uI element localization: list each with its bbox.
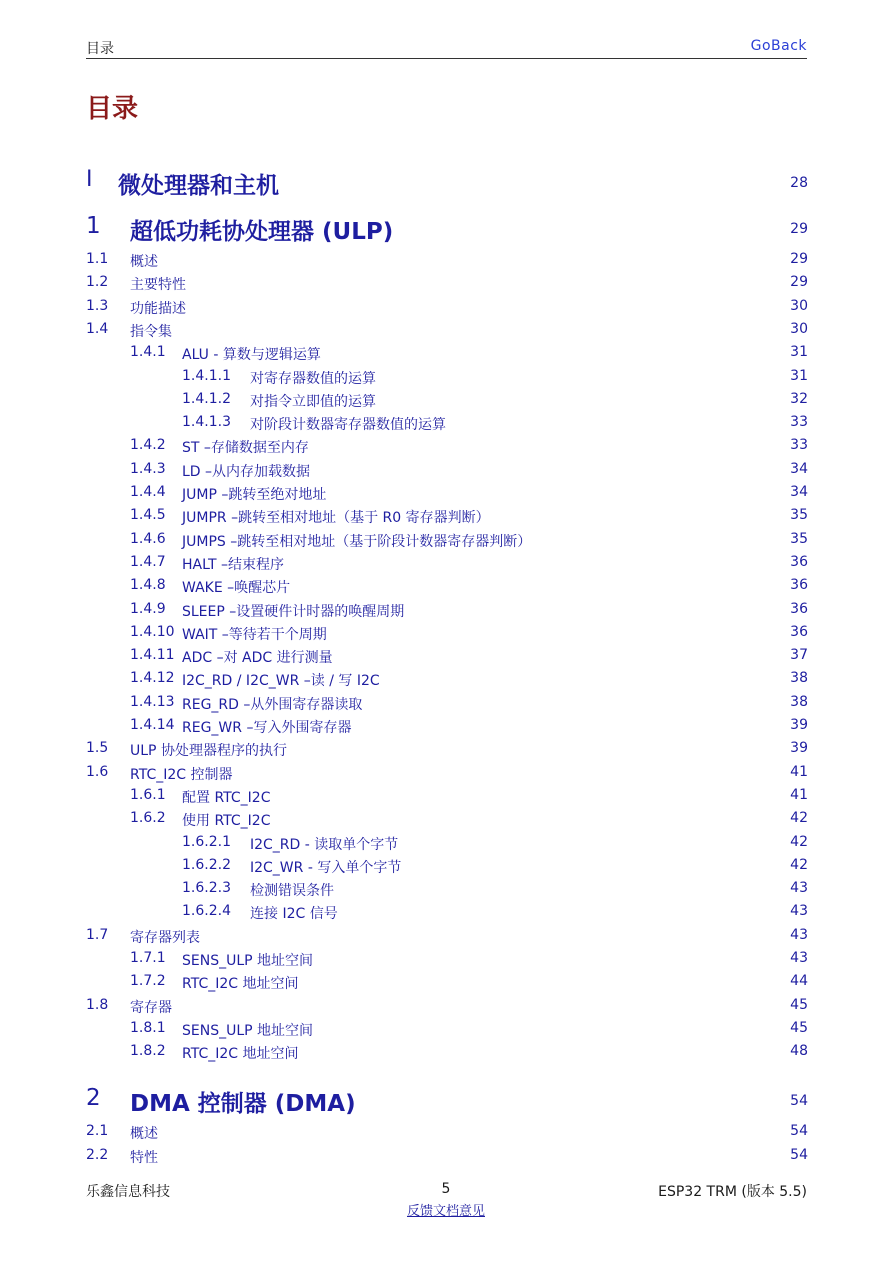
toc-entry-number: 2 <box>86 1085 101 1112</box>
toc-entry-number: 1.7.1 <box>130 950 166 966</box>
toc-entry-number: 2.2 <box>86 1146 109 1163</box>
toc-entry-number: 1.6.2.3 <box>182 880 231 897</box>
toc-entry-page[interactable]: 38 <box>790 670 808 687</box>
toc-entry-number: 2.1 <box>86 1123 109 1140</box>
toc-entry-page[interactable]: 38 <box>790 693 808 710</box>
toc-entry-number: 1.4.2 <box>130 437 166 454</box>
toc-entry-title[interactable]: ALU - 算数与逻辑运算 <box>182 347 321 364</box>
toc-entry-title[interactable]: ADC –对 ADC 进行测量 <box>182 650 333 667</box>
toc-entry-page[interactable]: 42 <box>790 810 808 827</box>
toc-entry-number: 1.4.12 <box>130 670 175 687</box>
toc-entry-title[interactable]: RTC_I2C 地址空间 <box>182 976 299 993</box>
toc-entry-page[interactable]: 48 <box>790 1043 808 1060</box>
toc-entry-page[interactable]: 41 <box>790 786 808 803</box>
toc-entry-number: 1 <box>86 213 101 239</box>
toc-entry-title[interactable]: RTC_I2C 地址空间 <box>182 1046 299 1063</box>
toc-entry-page[interactable]: 30 <box>790 297 808 314</box>
toc-entry-title[interactable]: LD –从内存加载数据 <box>182 463 311 480</box>
toc-entry-page[interactable]: 43 <box>790 880 808 897</box>
toc-entry-title[interactable]: WAIT –等待若干个周期 <box>182 626 327 643</box>
toc-entry-title[interactable]: JUMPS –跳转至相对地址（基于阶段计数器寄存器判断） <box>182 533 532 550</box>
toc-entry-page[interactable]: 30 <box>790 320 808 337</box>
toc-entry-number: 1.6.2.1 <box>182 833 231 850</box>
toc-entry-title[interactable]: WAKE –唤醒芯片 <box>182 580 291 597</box>
toc-entry-page[interactable]: 35 <box>790 530 808 547</box>
toc-entry-number: 1.4.5 <box>130 507 166 524</box>
toc-entry-page[interactable]: 42 <box>790 833 808 850</box>
toc-entry-title[interactable]: 配置 RTC_I2C <box>182 789 271 806</box>
toc-entry-title[interactable]: 寄存器 <box>130 999 172 1016</box>
toc-entry-number: 1.4.9 <box>130 600 166 617</box>
toc-entry-page[interactable]: 32 <box>790 390 808 407</box>
toc-entry-title[interactable]: JUMP –跳转至绝对地址 <box>182 487 327 503</box>
toc-entry-number: 1.2 <box>86 274 109 291</box>
toc-entry-page[interactable]: 45 <box>790 996 808 1013</box>
toc-entry-number: 1.7.2 <box>130 973 166 990</box>
toc-entry-title[interactable]: ULP 协处理器程序的执行 <box>130 743 287 760</box>
toc-entry-number: 1.4.7 <box>130 553 166 570</box>
toc-entry-number: 1.7 <box>86 926 109 943</box>
toc-entry-title[interactable]: REG_WR –写入外围寄存器 <box>182 720 352 736</box>
toc-entry-title[interactable]: 连接 I2C 信号 <box>250 906 338 923</box>
toc-entry-title[interactable]: 微处理器和主机 <box>118 172 279 199</box>
toc-entry-page[interactable]: 33 <box>790 437 808 454</box>
toc-entry-page[interactable]: 29 <box>790 221 808 237</box>
toc-entry-number: 1.4.4 <box>130 484 166 500</box>
toc-entry-title[interactable]: SLEEP –设置硬件计时器的唤醒周期 <box>182 603 405 620</box>
toc-entry-number: 1.4.6 <box>130 530 166 547</box>
footer-company: 乐鑫信息科技 <box>86 1184 170 1200</box>
toc-entry-number: 1.3 <box>86 297 109 314</box>
toc-entry-number: 1.4.1 <box>130 344 166 361</box>
toc-entry-page[interactable]: 39 <box>790 740 808 757</box>
toc-entry-page[interactable]: 54 <box>790 1093 808 1110</box>
toc-entry-number: 1.4.1.1 <box>182 367 231 384</box>
toc-entry-title[interactable]: 主要特性 <box>130 277 186 294</box>
toc-entry-title[interactable]: 对寄存器数值的运算 <box>250 370 376 387</box>
toc-entry-page[interactable]: 36 <box>790 577 808 594</box>
toc-entry-title[interactable]: 对指令立即值的运算 <box>250 393 376 410</box>
toc-entry-page[interactable]: 34 <box>790 484 808 500</box>
toc-entry-title[interactable]: DMA 控制器 (DMA) <box>130 1091 356 1118</box>
toc-entry-number: 1.4.11 <box>130 647 175 664</box>
feedback-link[interactable]: 反馈文档意见 <box>406 1204 485 1219</box>
toc-entry-number: 1.6.1 <box>130 786 166 803</box>
toc-entry-title[interactable]: 对阶段计数器寄存器数值的运算 <box>250 417 446 434</box>
toc-entry-title[interactable]: 检测错误条件 <box>250 883 334 900</box>
toc-entry-page[interactable]: 43 <box>790 926 808 943</box>
toc-entry-title[interactable]: I2C_WR - 写入单个字节 <box>250 859 402 876</box>
toc-entry-title[interactable]: 指令集 <box>130 323 172 340</box>
toc-entry-number: 1.8 <box>86 996 109 1013</box>
toc-entry-number: 1.4.14 <box>130 717 175 733</box>
toc-entry-page[interactable]: 54 <box>790 1146 808 1163</box>
toc-entry-page[interactable]: 41 <box>790 763 808 780</box>
toc-entry-number: 1.4.1.2 <box>182 390 231 407</box>
toc-entry-number: 1.1 <box>86 251 109 267</box>
toc-entry-page[interactable]: 45 <box>790 1019 808 1036</box>
toc-entry-title[interactable]: 概述 <box>130 1126 158 1143</box>
toc-entry-page[interactable]: 36 <box>790 600 808 617</box>
toc-entry-page[interactable]: 43 <box>790 950 808 966</box>
toc-entry-number: 1.4.13 <box>130 693 175 710</box>
toc-entry-page[interactable]: 39 <box>790 717 808 733</box>
toc-entry-number: 1.4.8 <box>130 577 166 594</box>
toc-entry-title[interactable]: SENS_ULP 地址空间 <box>182 953 314 969</box>
toc-entry-title[interactable]: 功能描述 <box>130 300 186 317</box>
toc-entry-number: 1.5 <box>86 740 109 757</box>
toc-entry-title[interactable]: I2C_RD / I2C_WR –读 / 写 I2C <box>182 673 380 690</box>
toc-entry-page[interactable]: 29 <box>790 251 808 267</box>
toc-entry-page[interactable]: 43 <box>790 903 808 920</box>
page-title: 目录 <box>86 94 139 124</box>
toc-entry-page[interactable]: 36 <box>790 623 808 640</box>
footer-page-number: 5 <box>441 1181 451 1197</box>
toc-entry-number: 1.4 <box>86 320 109 337</box>
toc-entry-title[interactable]: 概述 <box>130 254 158 270</box>
toc-entry-page[interactable]: 36 <box>790 553 808 570</box>
toc-entry-page[interactable]: 31 <box>790 367 808 384</box>
toc-entry-page[interactable]: 29 <box>790 274 808 291</box>
toc-entry-title[interactable]: 超低功耗协处理器 (ULP) <box>130 219 394 245</box>
toc-entry-title[interactable]: ST –存储数据至内存 <box>182 440 309 457</box>
toc-entry-title[interactable]: SENS_ULP 地址空间 <box>182 1022 314 1039</box>
toc-entry-number: 1.4.10 <box>130 623 175 640</box>
toc-entry-page[interactable]: 28 <box>790 175 808 191</box>
goback-link[interactable]: GoBack <box>750 38 807 54</box>
toc-entry-number: I <box>86 167 93 192</box>
toc-entry-title[interactable]: 特性 <box>130 1149 158 1166</box>
footer-document-version: ESP32 TRM (版本 5.5) <box>658 1184 807 1200</box>
toc-entry-title[interactable]: 使用 RTC_I2C <box>182 813 271 830</box>
toc-entry-number: 1.6.2.4 <box>182 903 231 920</box>
toc-entry-title[interactable]: REG_RD –从外围寄存器读取 <box>182 696 363 713</box>
toc-entry-number: 1.6.2 <box>130 810 166 827</box>
toc-entry-number: 1.6.2.2 <box>182 856 231 873</box>
toc-entry-page[interactable]: 54 <box>790 1123 808 1140</box>
toc-entry-page[interactable]: 35 <box>790 507 808 524</box>
toc-entry-title[interactable]: 寄存器列表 <box>130 929 200 946</box>
toc-entry-number: 1.8.2 <box>130 1043 166 1060</box>
toc-entry-page[interactable]: 44 <box>790 973 808 990</box>
toc-entry-page[interactable]: 33 <box>790 414 808 431</box>
toc-entry-page[interactable]: 34 <box>790 460 808 477</box>
toc-entry-title[interactable]: I2C_RD - 读取单个字节 <box>250 836 399 853</box>
toc-entry-title[interactable]: RTC_I2C 控制器 <box>130 766 233 783</box>
toc-entry-title[interactable]: HALT –结束程序 <box>182 556 284 573</box>
header-section-title: 目录 <box>86 41 114 57</box>
toc-entry-number: 1.4.1.3 <box>182 414 231 431</box>
toc-entry-title[interactable]: JUMPR –跳转至相对地址（基于 R0 寄存器判断） <box>182 510 490 527</box>
toc-entry-page[interactable]: 42 <box>790 856 808 873</box>
toc-entry-number: 1.8.1 <box>130 1019 166 1036</box>
toc-entry-number: 1.6 <box>86 763 109 780</box>
toc-entry-page[interactable]: 37 <box>790 647 808 664</box>
toc-entry-page[interactable]: 31 <box>790 344 808 361</box>
toc-entry-number: 1.4.3 <box>130 460 166 477</box>
